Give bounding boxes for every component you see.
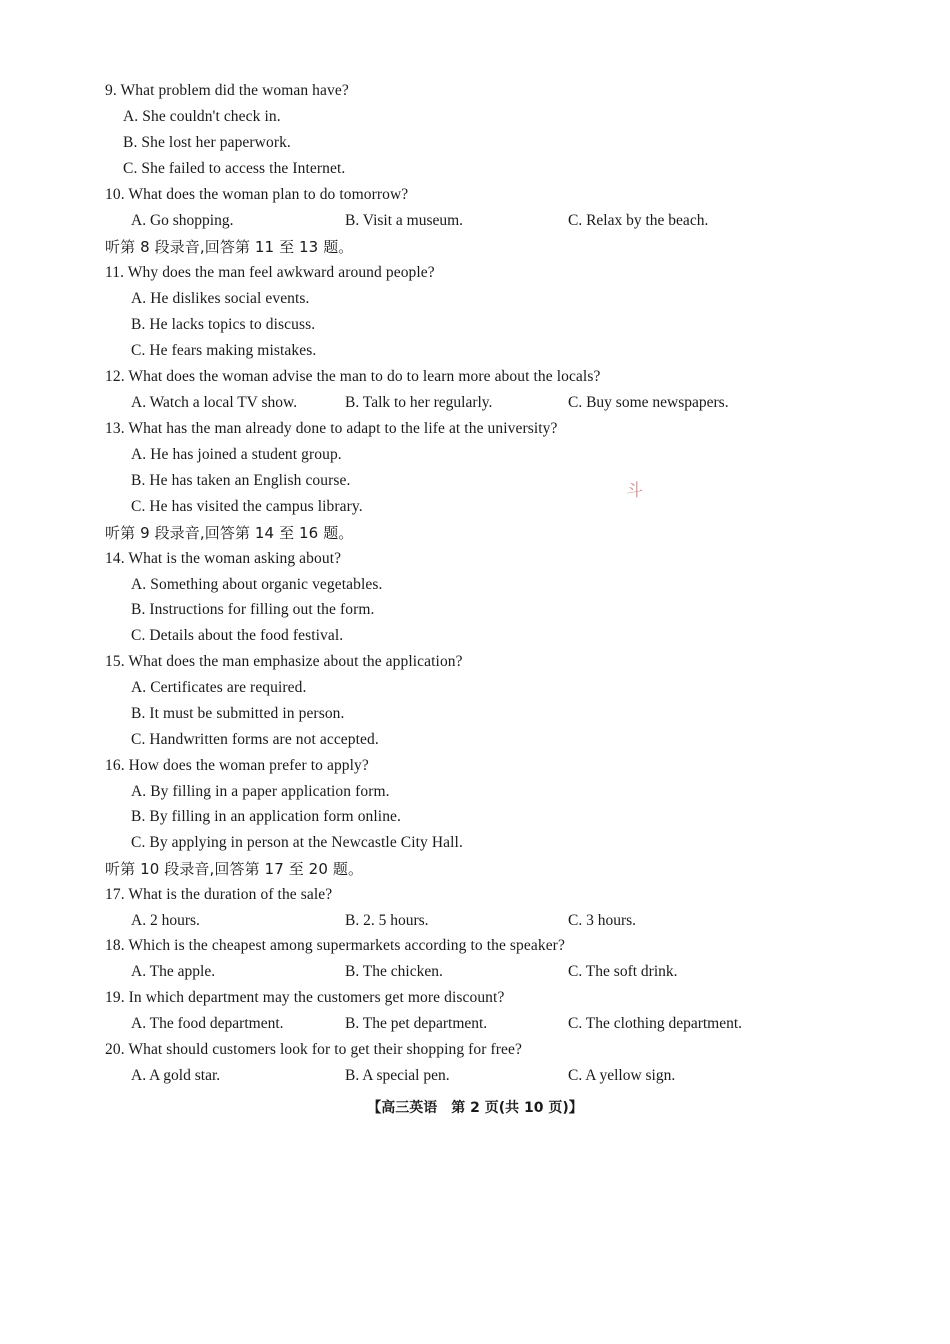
- question-11-option-b: B. He lacks topics to discuss.: [131, 316, 316, 333]
- question-12-option-b: B. Talk to her regularly.: [345, 394, 493, 411]
- question-10-option-c: C. Relax by the beach.: [568, 212, 709, 229]
- question-13-stem: 13. What has the man already done to adapt to the life at the university?: [105, 420, 558, 437]
- question-9-option-b: B. She lost her paperwork.: [123, 134, 291, 151]
- question-11-stem: 11. Why does the man feel awkward around people?: [105, 264, 435, 281]
- question-10-option-b: B. Visit a museum.: [345, 212, 464, 229]
- question-11-option-a: A. He dislikes social events.: [131, 290, 310, 307]
- question-16-option-c: C. By applying in person at the Newcastle City Hall.: [131, 834, 463, 851]
- question-12-option-c: C. Buy some newspapers.: [568, 394, 729, 411]
- question-12-option-a: A. Watch a local TV show.: [131, 394, 298, 411]
- question-20-option-c: C. A yellow sign.: [568, 1067, 676, 1084]
- question-18-option-a: A. The apple.: [131, 963, 216, 980]
- question-19-option-b: B. The pet department.: [345, 1015, 488, 1032]
- question-10-stem: 10. What does the woman plan to do tomorrow?: [105, 186, 409, 203]
- question-11-option-c: C. He fears making mistakes.: [131, 342, 317, 359]
- question-15-option-c: C. Handwritten forms are not accepted.: [131, 731, 379, 748]
- question-20-stem: 20. What should customers look for to get their shopping for free?: [105, 1041, 522, 1058]
- question-20-option-b: B. A special pen.: [345, 1067, 450, 1084]
- question-15-option-b: B. It must be submitted in person.: [131, 705, 345, 722]
- question-9-stem: 9. What problem did the woman have?: [105, 82, 349, 99]
- section-8-heading: 听第 8 段录音,回答第 11 至 13 题。: [105, 238, 354, 256]
- question-20-option-a: A. A gold star.: [131, 1067, 221, 1084]
- question-13-option-c: C. He has visited the campus library.: [131, 498, 363, 515]
- question-17-stem: 17. What is the duration of the sale?: [105, 886, 333, 903]
- question-14-option-a: A. Something about organic vegetables.: [131, 576, 383, 593]
- section-9-heading: 听第 9 段录音,回答第 14 至 16 题。: [105, 524, 354, 542]
- question-16-option-b: B. By filling in an application form online.: [131, 808, 402, 825]
- question-15-option-a: A. Certificates are required.: [131, 679, 307, 696]
- question-17-option-a: A. 2 hours.: [131, 912, 200, 929]
- question-15-stem: 15. What does the man emphasize about the application?: [105, 653, 463, 670]
- question-13-option-b: B. He has taken an English course.: [131, 472, 351, 489]
- handwritten-mark: 斗: [626, 481, 643, 501]
- question-9-option-a: A. She couldn't check in.: [123, 108, 281, 125]
- question-13-option-a: A. He has joined a student group.: [131, 446, 342, 463]
- question-16-stem: 16. How does the woman prefer to apply?: [105, 757, 369, 774]
- question-19-stem: 19. In which department may the customers get more discount?: [105, 989, 505, 1006]
- page-footer: 【高三英语 第 2 页(共 10 页)】: [367, 1100, 583, 1116]
- question-16-option-a: A. By filling in a paper application form.: [131, 783, 390, 800]
- question-14-option-b: B. Instructions for filling out the form.: [131, 601, 375, 618]
- question-18-stem: 18. Which is the cheapest among supermarkets according to the speaker?: [105, 937, 565, 954]
- question-10-option-a: A. Go shopping.: [131, 212, 234, 229]
- question-18-option-b: B. The chicken.: [345, 963, 443, 980]
- question-12-stem: 12. What does the woman advise the man to do to learn more about the locals?: [105, 368, 601, 385]
- question-17-option-b: B. 2. 5 hours.: [345, 912, 429, 929]
- question-14-stem: 14. What is the woman asking about?: [105, 550, 342, 567]
- question-18-option-c: C. The soft drink.: [568, 963, 678, 980]
- question-19-option-a: A. The food department.: [131, 1015, 284, 1032]
- question-17-option-c: C. 3 hours.: [568, 912, 637, 929]
- question-19-option-c: C. The clothing department.: [568, 1015, 743, 1032]
- question-14-option-c: C. Details about the food festival.: [131, 627, 344, 644]
- section-10-heading: 听第 10 段录音,回答第 17 至 20 题。: [105, 860, 364, 878]
- question-9-option-c: C. She failed to access the Internet.: [123, 160, 346, 177]
